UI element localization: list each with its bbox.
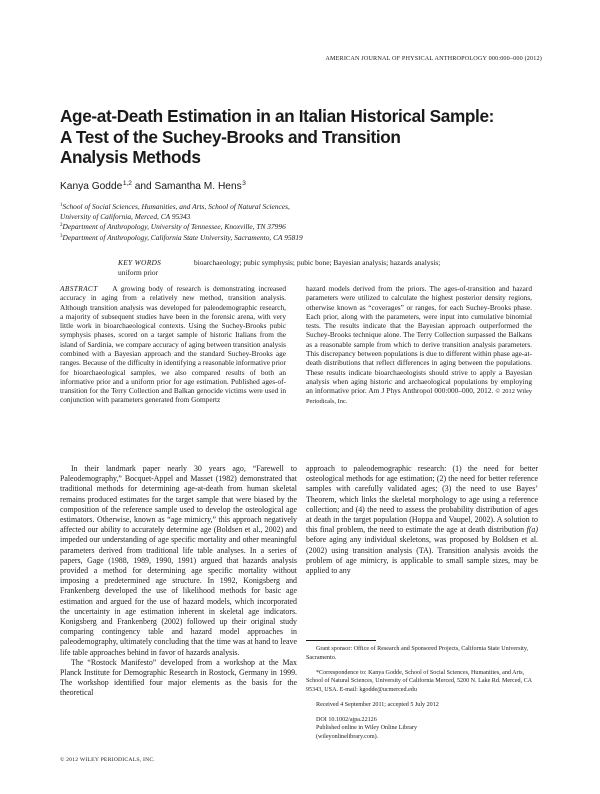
published-online-url: (wileyonlinelibrary.com).	[316, 733, 379, 740]
keywords-list-continued: uniform prior	[118, 267, 159, 277]
published-online: Published online in Wiley Online Library	[316, 725, 418, 732]
body-column-right	[306, 464, 538, 576]
title-line-2: A Test of the Suchey-Brooks and Transition	[60, 126, 401, 147]
keywords-list: bioarchaeology; pubic symphysis; pubic bone; Bayesian analysis; hazards analysis;	[194, 258, 441, 267]
title-line-3: Analysis Methods	[60, 147, 201, 167]
affiliation-text: Department of Anthropology, University of Tennessee, Knoxville, TN 37996	[62, 222, 286, 232]
abstract-column-right	[306, 284, 532, 407]
abstract-copyright: © 2012 Wiley Periodicals, Inc.	[306, 388, 533, 406]
keywords-label: KEY WORDS	[118, 258, 162, 267]
affiliation-text: School of Social Sciences, Humanities, and Arts, School of Natural Sciences,	[62, 202, 290, 211]
title-line-1: Age-at-Death Estimation in an Italian Historical Sample:	[60, 106, 495, 126]
affiliation-list	[60, 201, 303, 242]
abstract-column-left	[60, 284, 286, 405]
body-column-left	[60, 464, 297, 699]
footnote-divider	[306, 640, 376, 641]
article-title	[60, 106, 540, 168]
author-conjunction: and	[131, 181, 155, 192]
doi: DOI 10.1002/ajpa.22126	[316, 716, 377, 723]
body-paragraph	[306, 464, 538, 576]
author-name: Kanya Godde	[60, 181, 123, 192]
running-head: AMERICAN JOURNAL OF PHYSICAL ANTHROPOLOGY 000:000–000 (2012)	[325, 55, 542, 62]
affiliation-2	[60, 221, 303, 232]
author-affiliation-marker: 3	[242, 180, 246, 187]
affiliation-marker: 1	[60, 203, 63, 208]
affiliation-3	[60, 232, 303, 243]
body-paragraph: In their landmark paper nearly 30 years ago, “Farewell to Paleodemography,” Bocquet-Appel and Masset (1982) demonstrated that traditional methods for determining age-at-death from human skeletal remains produced estimates for the target sample that were biased by the composition of the reference sample used to develop the osteological age estimators. Otherwise, known as “age mimicry,” this approach negatively affected our ability to accurately determine age (Boldsen et al., 2002) and impeded our understanding of age specific mortality and other meaningful parameters derived from traditional life table analyses. In a series of papers, Gage (1988, 1989, 1990, 1991) argued that hazards analysis provided a method for determining age specific mortality without imposing a predetermined age structure. In 1992, Konigsberg and Frankenberg developed the use of likelihood methods for basic age estimation and argued for the use of hazard models, which incorporated the uncertainty in age estimation inherent in skeletal age indicators. Konigsberg and Frankenberg (2002) followed up their original study comparing contingency table and hazard model approaches in paleodemography, ultimately concluding that the time was at hand to leave life table approaches behind in favor of hazards analysis.	[60, 464, 297, 657]
body-text: approach to paleodemographic research: (1) the need for better osteological methods for age estimation; (2) the need for better reference samples with carefully validated ages; (3) the need to use Bayes’ Theorem, which links the skeletal morphology to age using a reference collection; and (4) the need to assess the probability distribution of ages at death in the target population (Hoppa and Vaupel, 2002). A solution to this final problem, the need to estimate the age at death distribution	[306, 464, 538, 535]
correspondence-footnote: *Correspondence to: Kanya Godde, School of Social Sciences, Humanities, and Arts, School of Natural Sciences, University of California Merced, 5200 N. Lake Rd. Merced, CA 95343, USA. E-mail: kgodde@ucmerced.edu	[306, 669, 532, 693]
affiliation-text: Department of Anthropology, California State University, Sacramento, CA 95819	[62, 232, 303, 242]
abstract-text: A growing body of research is demonstrating increased accuracy in aging from a relatively new method, transition analysis. Although transition analysis was developed for paleodemographic research, a majority of subsequent studies have been in the forensic arena, with very little work in bioarchaeological contexts. Using the Suchey-Brooks pubic symphysis phases, scored on a target sample of historic Italians from the island of Sardinia, we compare accuracy of aging between transition analysis combined with a Bayesian approach and the standard Suchey-Brooks age ranges. Because of the difficulty in identifying a reasonable informative prior for bioarchaeological samples, we also compared results of both an informative prior and a uniform prior for age estimation. Published ages-of-transition for the Terry Collection and Balkan genocide victims were used in conjunction with parameters generated from Gompertz	[60, 284, 286, 405]
abstract-text-continued: hazard models derived from the priors. The ages-of-transition and hazard parameters were utilized to calculate the highest posterior density regions, otherwise known as “coverages” or ranges, for each Suchey-Brooks phase. Each prior, along with the parameters, were input into cumulative binomial tests. The results indicate that the Bayesian approach outperformed the Suchey-Brooks technique alone. The Terry Collection surpassed the Balkans as a reasonable sample from which to derive transition analysis parameters. This discrepancy between populations is due to different within phase age-at-death distributions that reflect differences in aging between the populations. These results indicate bioarchaeologists should strive to apply a Bayesian analysis when aging historic and archaeological populations by employing an informative prior. Am J Phys Anthropol 000:000–000, 2012.	[306, 284, 533, 396]
affiliation-marker: 3	[60, 233, 63, 239]
abstract-label: ABSTRACT	[60, 284, 98, 293]
author-name: Samantha M. Hens	[154, 181, 242, 192]
affiliation-text: University of California, Merced, CA 95343	[60, 211, 191, 221]
grant-footnote: Grant sponsor: Office of Research and Sponsored Projects, California State University, Sacramento.	[306, 646, 529, 661]
affiliation-marker: 2	[60, 223, 63, 229]
footnotes	[306, 645, 534, 742]
author-list	[60, 180, 246, 192]
author-affiliation-marker: 1,2	[122, 180, 132, 187]
math-expression: f(a)	[526, 525, 538, 535]
body-paragraph: The “Rostock Manifesto” developed from a workshop at the Max Planck Institute for Demographic Research in Rostock, Germany in 1999. The workshop identified four major elements as the basis for the theoretical	[60, 657, 297, 698]
affiliation-1	[60, 201, 303, 212]
received-date: Received 4 September 2011; accepted 5 July 2012	[316, 701, 439, 708]
affiliation-1-continued	[60, 212, 303, 222]
copyright-footer: © 2012 WILEY PERIODICALS, INC.	[60, 757, 155, 763]
body-text: before aging any individual skeletons, was proposed by Boldsen et al. (2002) using transition analysis (TA). Transition analysis avoids the problem of age mimicry, is applicable to small sample sizes, may be applied to any	[306, 535, 538, 576]
